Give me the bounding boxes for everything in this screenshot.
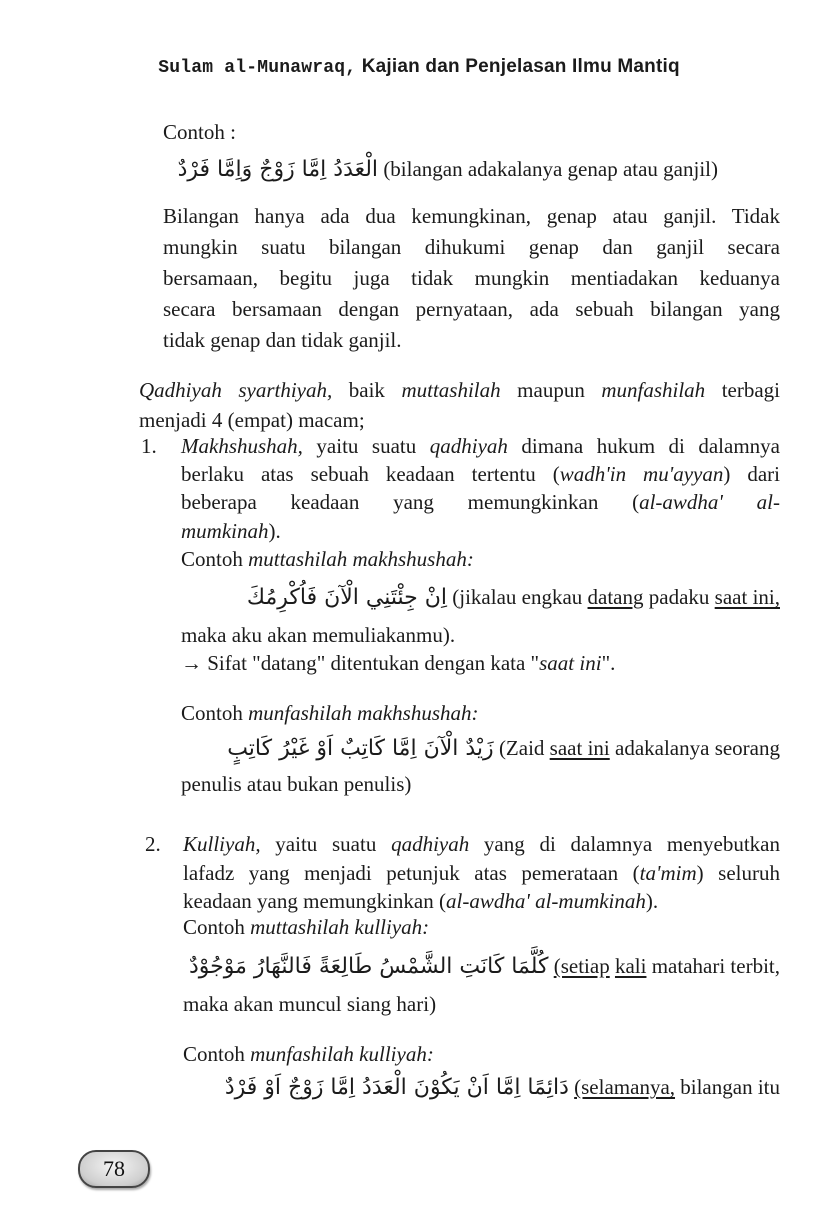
text: → Sifat "datang" ditentukan dengan kata " — [181, 651, 540, 675]
text: Contoh — [183, 915, 251, 939]
term-qadhiyah-syarthiyah: Qadhiyah syarthiyah, — [139, 378, 333, 402]
intro-text: terbagi — [705, 378, 781, 402]
term-kulliyah: Kulliyah, — [183, 832, 261, 856]
underlined-word: saat ini, — [714, 585, 780, 609]
list-number-1: 1. — [141, 434, 157, 458]
intro-text: baik — [332, 378, 402, 402]
item1-line-2 — [181, 462, 780, 486]
arabic-example: زَيْدٌ الْآنَ اِمَّا كَاتِبٌ اَوْ غَيْرُ كَاتِبٍ — [227, 736, 494, 761]
note-term: saat ini — [539, 651, 602, 675]
term-munfashilah: munfashilah — [601, 378, 706, 402]
example-line-2: maka akan muncul siang hari) — [183, 992, 437, 1016]
item2-line-3 — [183, 889, 658, 913]
example-translation: (bilangan adakalanya genap atau ganjil) — [383, 157, 718, 181]
text: matahari terbit, — [646, 954, 780, 978]
example-line — [183, 1075, 780, 1100]
term-wadhin-muayyan: wadh'in mu'ayyan — [559, 462, 724, 486]
header-title-mono: Sulam al-Munawraq, — [158, 58, 357, 78]
intro-line-2: menjadi 4 (empat) macam; — [139, 408, 365, 432]
running-header — [0, 56, 838, 78]
term-al-awdha: al-awdha' al- — [639, 490, 780, 514]
underlined-word: (setiap — [553, 954, 610, 978]
paragraph-line-2: mungkin suatu bilangan dihukumi genap dan ganjil secara — [163, 235, 780, 259]
text: (jikalau engkau — [452, 585, 588, 609]
example-line-2: penulis atau bukan penulis) — [181, 772, 412, 796]
intro-line-1 — [139, 378, 780, 402]
underlined-word: kali — [614, 954, 647, 978]
term-qadhiyah: qadhiyah — [429, 434, 508, 458]
text: Contoh — [183, 1042, 251, 1066]
item1-line-1 — [181, 434, 780, 458]
page-number: 78 — [78, 1150, 150, 1188]
example-line — [181, 585, 780, 610]
item2-line-1 — [183, 832, 780, 856]
example-label — [181, 701, 479, 725]
text: Contoh — [181, 701, 249, 725]
example-line-2: maka aku akan memuliakanmu). — [181, 623, 456, 647]
paragraph-line-1: Bilangan hanya ada dua kemungkinan, genap atau ganjil. Tidak — [163, 204, 780, 228]
term-muttashilah: muttashilah — [401, 378, 501, 402]
text: padaku — [643, 585, 715, 609]
text: ". — [601, 651, 616, 675]
text: ). — [268, 519, 281, 543]
text: yaitu suatu — [302, 434, 430, 458]
text: ). — [645, 889, 659, 913]
arabic-example: كُلَّمَا كَانَتِ الشَّمْسُ طَالِعَةً فَالنَّهَارُ مَوْجُوْدٌ — [188, 954, 549, 979]
header-title-rest: Kajian dan Penjelasan Ilmu Mantiq — [356, 56, 680, 77]
term-al-awdha-al-mumkinah: al-awdha' al-mumkinah — [446, 889, 646, 913]
text: (Zaid — [498, 736, 550, 760]
intro-text: maupun — [500, 378, 602, 402]
paragraph-line-3: bersamaan, begitu juga tidak mungkin mentiadakan keduanya — [163, 266, 780, 290]
example-label: Contoh : — [163, 120, 236, 144]
example-line — [163, 157, 718, 182]
paragraph-line-5: tidak genap dan tidak ganjil. — [163, 328, 402, 352]
item1-line-4 — [181, 519, 281, 543]
text: bilangan itu — [675, 1075, 780, 1099]
text: beberapa keadaan yang memungkinkan ( — [181, 490, 640, 514]
term-mumkinah: mumkinah — [181, 519, 269, 543]
text: Contoh — [181, 547, 249, 571]
item1-line-3 — [181, 490, 780, 514]
example-type: munfashilah makhshushah: — [248, 701, 479, 725]
underlined-word: datang — [587, 585, 644, 609]
text: berlaku atas sebuah keadaan tertentu ( — [181, 462, 560, 486]
text: lafadz yang menjadi petunjuk atas pemerataan ( — [183, 861, 640, 885]
underlined-word: (selamanya, — [574, 1075, 676, 1099]
note-line — [181, 651, 615, 675]
term-makhshushah: Makhshushah, — [181, 434, 303, 458]
example-line — [183, 954, 780, 979]
text: ) dari — [723, 462, 780, 486]
example-type: munfashilah kulliyah: — [250, 1042, 434, 1066]
example-label — [183, 915, 429, 939]
example-type: muttashilah makhshushah: — [248, 547, 474, 571]
example-label — [183, 1042, 434, 1066]
text: ) seluruh — [696, 861, 780, 885]
text: dimana hukum di dalamnya — [507, 434, 780, 458]
text: yaitu suatu — [260, 832, 392, 856]
arabic-example: دَائِمًا اِمَّا اَنْ يَكُوْنَ الْعَدَدُ اِمَّا زَوْجٌ اَوْ فَرْدٌ — [224, 1075, 569, 1100]
arabic-example: اِنْ جِئْتَنِي الْآنَ فَاُكْرِمُكَ — [246, 585, 447, 610]
paragraph-line-4: secara bersamaan dengan pernyataan, ada sebuah bilangan yang — [163, 297, 780, 321]
list-number-2: 2. — [145, 832, 161, 856]
arabic-example: الْعَدَدُ اِمَّا زَوْجٌ وَاِمَّا فَرْدٌ — [177, 157, 379, 182]
text: adakalanya seorang — [609, 736, 780, 760]
underlined-word: saat ini — [549, 736, 610, 760]
term-tamim: ta'mim — [639, 861, 697, 885]
text: yang di dalamnya menyebutkan — [469, 832, 780, 856]
example-type: muttashilah kulliyah: — [250, 915, 430, 939]
term-qadhiyah: qadhiyah — [391, 832, 470, 856]
item2-line-2 — [183, 861, 780, 885]
example-label — [181, 547, 474, 571]
example-line — [181, 736, 780, 761]
text: keadaan yang memungkinkan ( — [183, 889, 446, 913]
